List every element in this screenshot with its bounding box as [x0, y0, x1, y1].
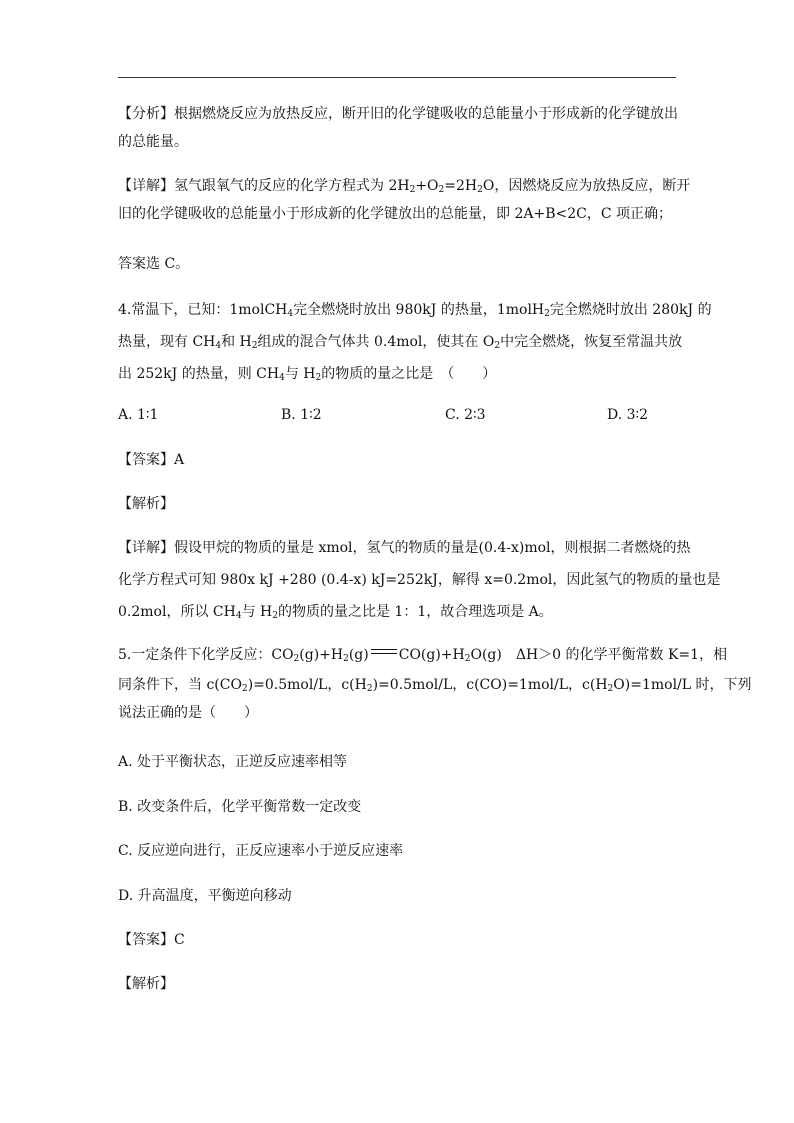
q5-option-b: B. 改变条件后，化学平衡常数一定改变: [118, 799, 362, 815]
analysis-heading-5: 【解析】: [118, 976, 174, 992]
q5-option-d: D. 升高温度，平衡逆向移动: [118, 888, 292, 904]
answer-line-1: 答案选 C。: [118, 256, 190, 272]
detail-paragraph-1: 【详解】氢气跟氧气的反应的化学方程式为 $2H_2+O_2=2H_2O$，因燃烧反应为放热反应，断开 旧的化学键吸收的总能量小于形成新的化学键放出的总能量，即 2A+B<2C，C 项正确；: [118, 178, 691, 222]
detail-tag: 【详解】: [118, 540, 174, 556]
option-d: D. 3∶2: [607, 407, 649, 423]
detail-paragraph-4: 【详解】假设甲烷的物质的量是 xmol，氢气的物质的量是(0.4-x)mol，则根据二者燃烧的热 化学方程式可知 980x kJ +280 (0.4-x) kJ=252kJ，解得 x=0.2mol，因此氢气的物质的量也是 0.2mol，所以 $CH_4$与 $H_2$的物质的量之比是 1：1，故合理选项是 A。: [118, 540, 721, 621]
option-c: C. 2∶3: [445, 407, 486, 423]
analysis-tag: 【分析】: [118, 106, 174, 122]
answer-5: 【答案】C: [118, 932, 185, 948]
analysis-paragraph: 【分析】根据燃烧反应为放热反应，断开旧的化学键吸收的总能量小于形成新的化学键放出 的总能量。: [118, 106, 678, 150]
answer-4: 【答案】A: [118, 452, 185, 468]
analysis-heading-4: 【解析】: [118, 496, 174, 512]
header-rule: [118, 77, 676, 78]
q5-option-c: C. 反应逆向进行，正反应速率小于逆反应速率: [118, 843, 404, 859]
q5-option-a: A. 处于平衡状态，正逆反应速率相等: [118, 754, 348, 770]
question-4: 4.常温下，已知：1molCH$_4$完全燃烧时放出 980kJ 的热量，1molH$_2$完全燃烧时放出 280kJ 的 热量，现有 $CH_4$和 $H_2$组成的混合气体共 0.4mol，使其在 $O_2$中完全燃烧，恢复至常温共放 出 252kJ 的热量，则 $CH_4$与 $H_2$的物质的量之比是 （ ）: [118, 302, 712, 383]
option-b: B. 1∶2: [281, 407, 322, 423]
detail-tag: 【详解】: [118, 178, 174, 194]
equilibrium-arrow-icon: [369, 647, 399, 657]
option-a: A. 1∶1: [118, 407, 159, 423]
question-5: 5.一定条件下化学反应：$CO_2(g)+H_2(g)$ $CO(g)+H_2O(g)$ ΔH＞0 的化学平衡常数 K=1，相 同条件下，当 $c(CO_2)=0.5mol/L$，$c(H_2)=0.5mol/L$，c(CO)=1mol/L，$c(H_2O)=1mol/L$ 时，下列 说法正确的是（ ）: [118, 647, 752, 721]
